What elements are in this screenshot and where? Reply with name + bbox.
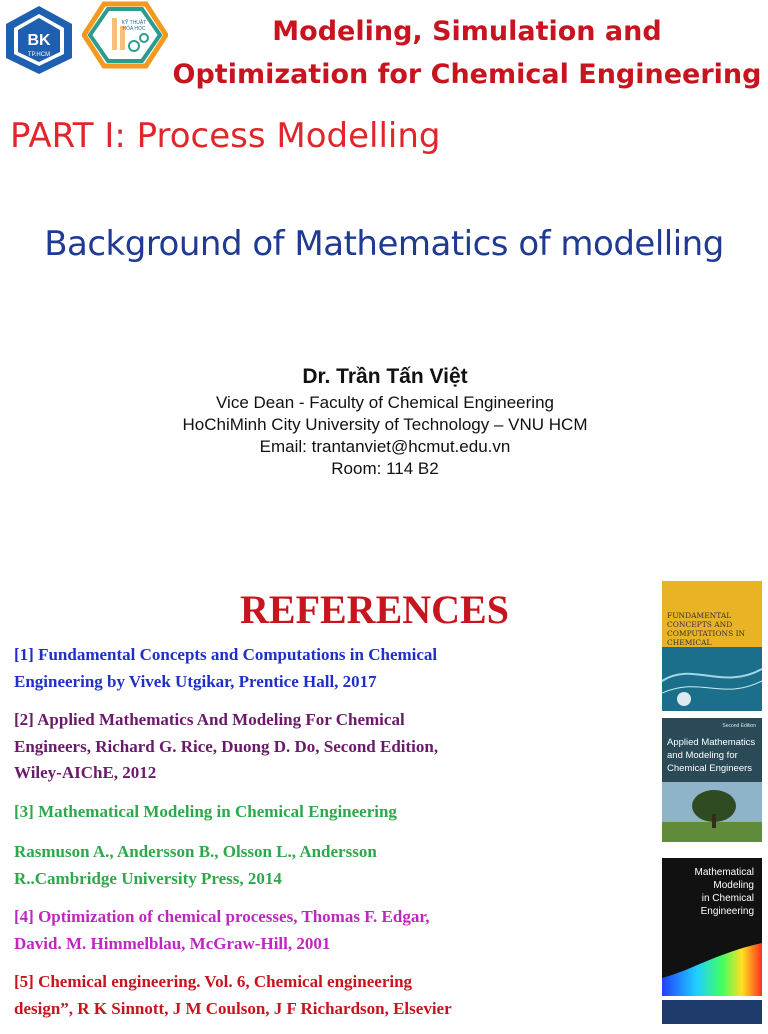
author-position: Vice Dean - Faculty of Chemical Engineering — [216, 393, 554, 412]
author-room: Room: 114 B2 — [331, 459, 439, 478]
reference-item — [14, 799, 514, 826]
book-cover-title: Mathematical Modeling in Chemical Engineering — [694, 867, 754, 917]
bk-university-logo — [2, 4, 76, 76]
course-title-line1: Modeling, Simulation and — [272, 16, 662, 47]
svg-text:KỸ THUẬT: KỸ THUẬT — [121, 20, 147, 26]
references-heading: REFERENCES — [240, 587, 509, 632]
reference-line: [4] Optimization of chemical processes, Thomas F. Edgar, — [14, 907, 430, 926]
reference-item — [14, 642, 514, 695]
reference-list — [14, 642, 514, 1034]
reference-item — [14, 969, 514, 1022]
book-cover-edition: Second Edition — [722, 723, 756, 729]
reference-line: [2] Applied Mathematics And Modeling For Chemical — [14, 710, 405, 729]
author-name: Dr. Trần Tấn Việt — [302, 365, 468, 388]
chemical-engineering-logo — [82, 0, 168, 70]
reference-item — [14, 839, 514, 892]
book-cover-fundamental-concepts — [662, 581, 762, 711]
book-cover-title: FUNDAMENTAL CONCEPTS AND COMPUTATIONS IN CHEMICAL — [667, 611, 746, 647]
book-cover-mathematical-modeling — [662, 858, 762, 996]
course-title — [172, 10, 762, 96]
author-institution: HoChiMinh City University of Technology – VNU HCM — [182, 415, 588, 434]
reference-line: R..Cambridge University Press, 2014 — [14, 868, 282, 888]
part-title: PART I: Process Modelling — [10, 116, 441, 156]
reference-item — [14, 904, 514, 957]
course-title-line2: Optimization for Chemical Engineering — [172, 59, 762, 90]
book-cover-title: Applied Mathematics and Modeling for Chemical Engineers — [667, 737, 756, 774]
reference-line: Engineers, Richard G. Rice, Duong D. Do, Second Edition, — [14, 736, 439, 756]
reference-line: [1] Fundamental Concepts and Computations in Chemical — [14, 645, 438, 664]
reference-line: Engineering by Vivek Utgikar, Prentice Hall, 2017 — [14, 671, 377, 691]
author-email: Email: trantanviet@hcmut.edu.vn — [259, 437, 511, 456]
reference-line: Wiley-AIChE, 2012 — [14, 763, 157, 782]
author-info — [150, 362, 620, 480]
lecture-title: Background of Mathematics of modelling — [44, 224, 724, 264]
svg-text:TP.HCM: TP.HCM — [27, 52, 51, 58]
svg-text:HÓA HỌC: HÓA HỌC — [122, 26, 146, 32]
book-cover-applied-mathematics — [662, 718, 762, 852]
svg-text:BK: BK — [27, 32, 51, 49]
reference-line: David. M. Himmelblau, McGraw-Hill, 2001 — [14, 933, 331, 953]
reference-line: Rasmuson A., Andersson B., Olsson L., Andersson — [14, 842, 377, 861]
reference-line: [5] Chemical engineering. Vol. 6, Chemical engineering — [14, 972, 413, 991]
book-cover-art — [662, 581, 762, 711]
book-cover-chemical-engineering-design — [662, 1000, 762, 1024]
reference-line: design”, R K Sinnott, J M Coulson, J F Richardson, Elsevier — [14, 998, 452, 1018]
reference-item — [14, 707, 514, 787]
reference-line: [3] Mathematical Modeling in Chemical Engineering — [14, 801, 397, 821]
